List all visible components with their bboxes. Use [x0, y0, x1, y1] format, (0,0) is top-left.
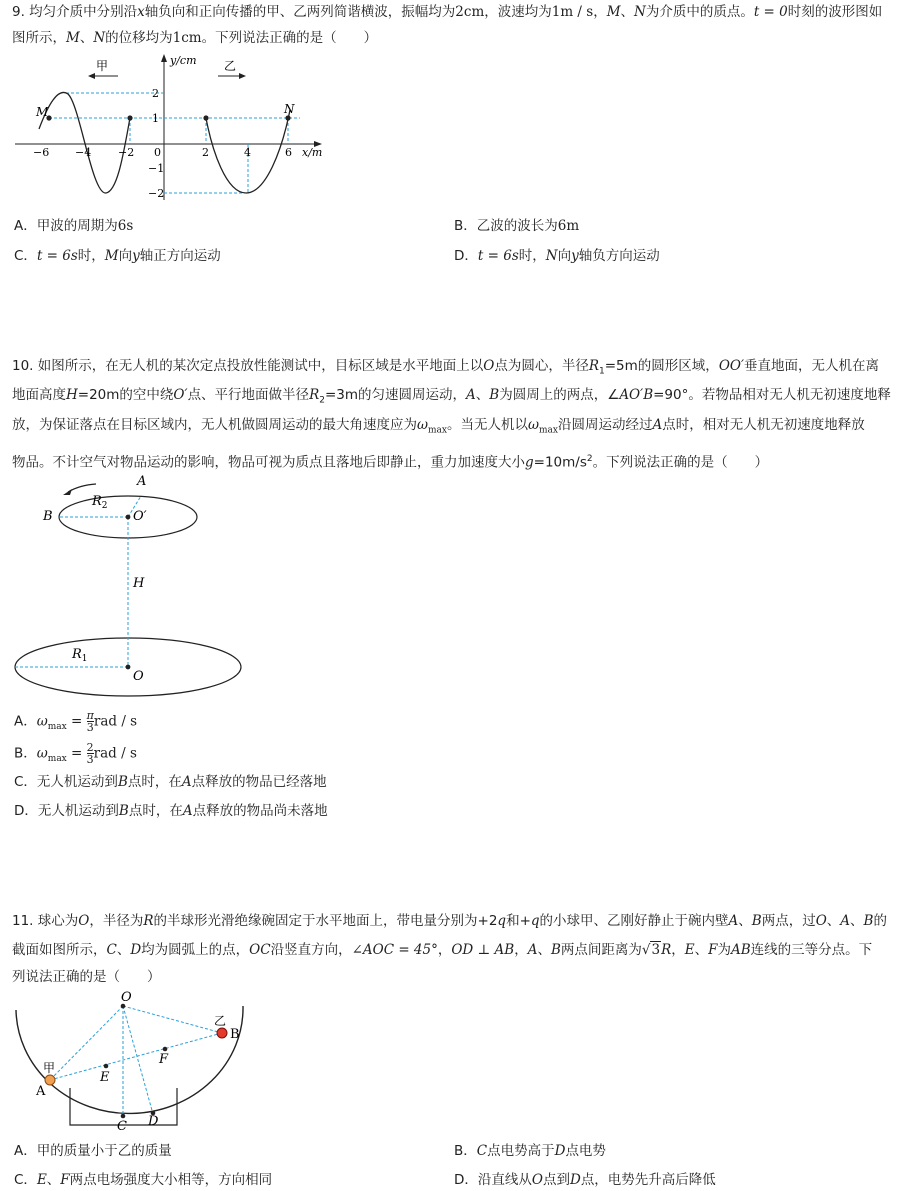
q9-option-c[interactable]: C．t = 6s时，M向y轴正方向运动 — [14, 248, 221, 264]
q10-stem-line3: 放，为保证落点在目标区域内，无人机做圆周运动的最大角速度应为$\omega_{max}$。当无人机以$\omega_{max}$沿圆周运动经过A点时，相对无人机无初速度地释放 — [12, 417, 865, 436]
q11-option-b[interactable]: B．C点电势高于D点电势 — [454, 1143, 606, 1159]
q11-option-c[interactable]: C．E、F两点电场强度大小相等，方向相同 — [14, 1172, 273, 1188]
q9-origin-label: 0 — [154, 146, 161, 159]
q10-drone-figure — [0, 470, 260, 690]
q10-option-a-fraction: $\frac{\pi}{3}$ — [86, 709, 94, 734]
q9-xtick: −2 — [118, 146, 135, 159]
q11-bowl-figure — [0, 990, 260, 1135]
q9-xtick: −4 — [75, 146, 92, 159]
q10-B-label: B — [43, 509, 53, 524]
q10-option-c[interactable]: C．无人机运动到B点时，在A点释放的物品已经落地 — [14, 774, 327, 790]
q11-F-label: F — [159, 1052, 169, 1067]
q9-option-b[interactable]: B．乙波的波长为6m — [454, 218, 580, 234]
q11-C-label: C — [117, 1119, 127, 1134]
q11-option-a[interactable]: A．甲的质量小于乙的质量 — [14, 1143, 172, 1159]
q9-y-axis-label: y/cm — [170, 54, 197, 67]
q10-option-b[interactable]: B．$\omega_{max}$ = $\frac{2}{3}$ rad / s — [14, 741, 137, 766]
q11-ball-yi — [217, 1028, 227, 1038]
q9-stem-line2: 图所示，M、N的位移均为1cm。下列说法正确的是（ ） — [12, 30, 378, 46]
q9-ytick: 2 — [152, 87, 159, 100]
q9-xtick: 2 — [202, 146, 209, 159]
q10-stem-line2: 地面高度H=20m的空中绕O′点、平行地面做半径$R_2=3m$的匀速圆周运动，A、B为圆周上的两点，∠AO′B=90°。若物品相对无人机无初速度地释 — [12, 387, 891, 406]
q9-M-label: M — [36, 105, 49, 119]
q10-R1-label: $R_1$ — [72, 647, 88, 664]
q10-R2-label: $R_2$ — [92, 494, 108, 511]
q9-xtick: 4 — [244, 146, 251, 159]
q9-jia-label: 甲 — [96, 59, 109, 73]
q9-N-label: N — [284, 102, 295, 116]
q9-xtick: 6 — [285, 146, 292, 159]
q11-stem-line3: 列说法正确的是（ ） — [12, 969, 161, 985]
q11-jia-label: 甲 — [43, 1061, 56, 1075]
q11-yi-label: 乙 — [214, 1014, 227, 1028]
q10-option-d[interactable]: D．无人机运动到B点时，在A点释放的物品尚未落地 — [14, 803, 328, 819]
q9-x-axis-label: x/m — [302, 146, 323, 159]
q11-O-label: O — [121, 990, 132, 1005]
q10-O-label: O — [133, 669, 144, 684]
q11-option-d[interactable]: D．沿直线从O点到D点，电势先升高后降低 — [454, 1172, 716, 1188]
q10-option-b-fraction: $\frac{2}{3}$ — [86, 741, 94, 766]
q10-option-a[interactable]: A．$\omega_{max}$ = $\frac{\pi}{3}$ rad / s — [14, 709, 138, 734]
q11-sqrt3: √3 — [641, 942, 661, 958]
q9-option-d[interactable]: D．t = 6s时，N向y轴负方向运动 — [454, 248, 660, 264]
q11-B-label: B — [230, 1027, 240, 1042]
q10-Oprime-label: O′ — [133, 509, 147, 524]
q9-wave-figure — [0, 50, 340, 210]
q9-ytick: −1 — [148, 162, 165, 175]
q10-stem-line4: 物品。不计空气对物品运动的影响，物品可视为质点且落地后即静止，重力加速度大小$g=10m/s^2$。下列说法正确的是（ ） — [12, 454, 769, 471]
q11-ball-jia — [45, 1075, 55, 1085]
q11-D-label: D — [148, 1114, 159, 1129]
q9-ytick: −2 — [148, 187, 165, 200]
q9-stem-line1: 9. 均匀介质中分别沿x轴负向和正向传播的甲、乙两列简谐横波，振幅均为2cm，波速均为1m / s，M、N为介质中的质点。t = 0时刻的波形图如 — [12, 4, 883, 20]
q10-A-label: A — [137, 474, 147, 489]
q9-yi-label: 乙 — [224, 59, 237, 73]
q11-stem-line2: 截面如图所示，C、D均为圆弧上的点，OC沿竖直方向，∠AOC = 45°，OD ⊥ AB，A、B两点间距离为√3R，E、F为AB连线的三等分点。下 — [12, 942, 873, 958]
q11-E-label: E — [100, 1070, 110, 1085]
q9-ytick: 1 — [152, 112, 159, 125]
q11-A-label: A — [36, 1084, 46, 1099]
q10-H-label: H — [133, 576, 145, 591]
q9-xtick: −6 — [33, 146, 50, 159]
q11-stem-line1: 11. 球心为O，半径为R的半球形光滑绝缘碗固定于水平地面上，带电量分别为+2q和+q的小球甲、乙刚好静止于碗内壁A、B两点，过O、A、B的 — [12, 913, 887, 929]
q9-option-a[interactable]: A．甲波的周期为6s — [14, 218, 134, 234]
q10-stem-line1: 10. 如图所示，在无人机的某次定点投放性能测试中，目标区域是水平地面上以O点为圆心，半径$R_1=5m$的圆形区域，OO′垂直地面，无人机在离 — [12, 358, 880, 377]
